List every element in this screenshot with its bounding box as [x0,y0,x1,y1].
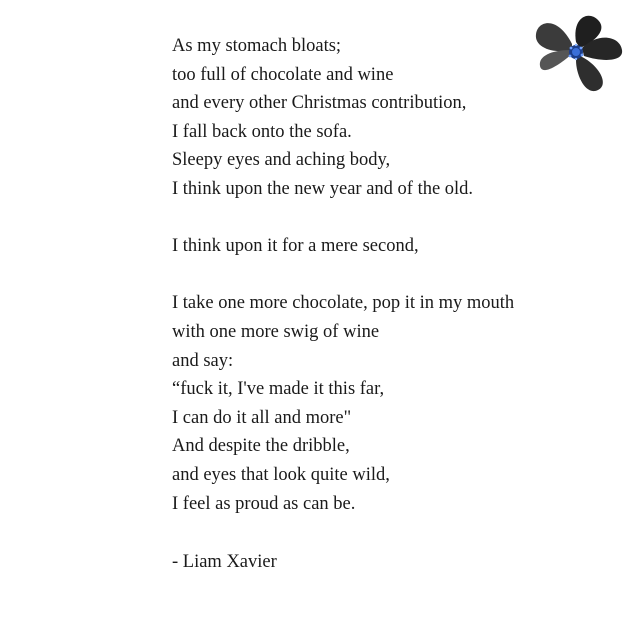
poem-line: and say: [172,350,234,371]
poem-line: And despite the dribble, [172,436,350,457]
stanza-break [172,204,612,233]
poem-line: with one more swig of wine [172,321,380,342]
stanza-2 [172,232,612,261]
poem-line: As my stomach bloats; [172,36,342,56]
poem-line: and every other Christmas contribution, [172,93,467,114]
author-signature: - Liam Xavier [172,552,277,572]
stanza-break [172,261,612,290]
poem-line: I think upon it for a mere second, [172,236,419,257]
poem-line: and eyes that look quite wild, [172,464,390,485]
poem-line: “fuck it, I've made it this far, [172,379,385,400]
poem-body [172,32,612,518]
stanza-3 [172,289,612,518]
poem-line: I feel as proud as can be. [172,493,356,514]
stanza-1 [172,32,612,204]
poem-line: I can do it all and more" [172,407,352,428]
poem-line: I take one more chocolate, pop it in my mouth [172,293,515,314]
poem-line: I think upon the new year and of the old. [172,178,474,199]
poem-line: Sleepy eyes and aching body, [172,150,391,171]
poem-line: I fall back onto the sofa. [172,121,352,142]
poem-line: too full of chocolate and wine [172,64,394,85]
